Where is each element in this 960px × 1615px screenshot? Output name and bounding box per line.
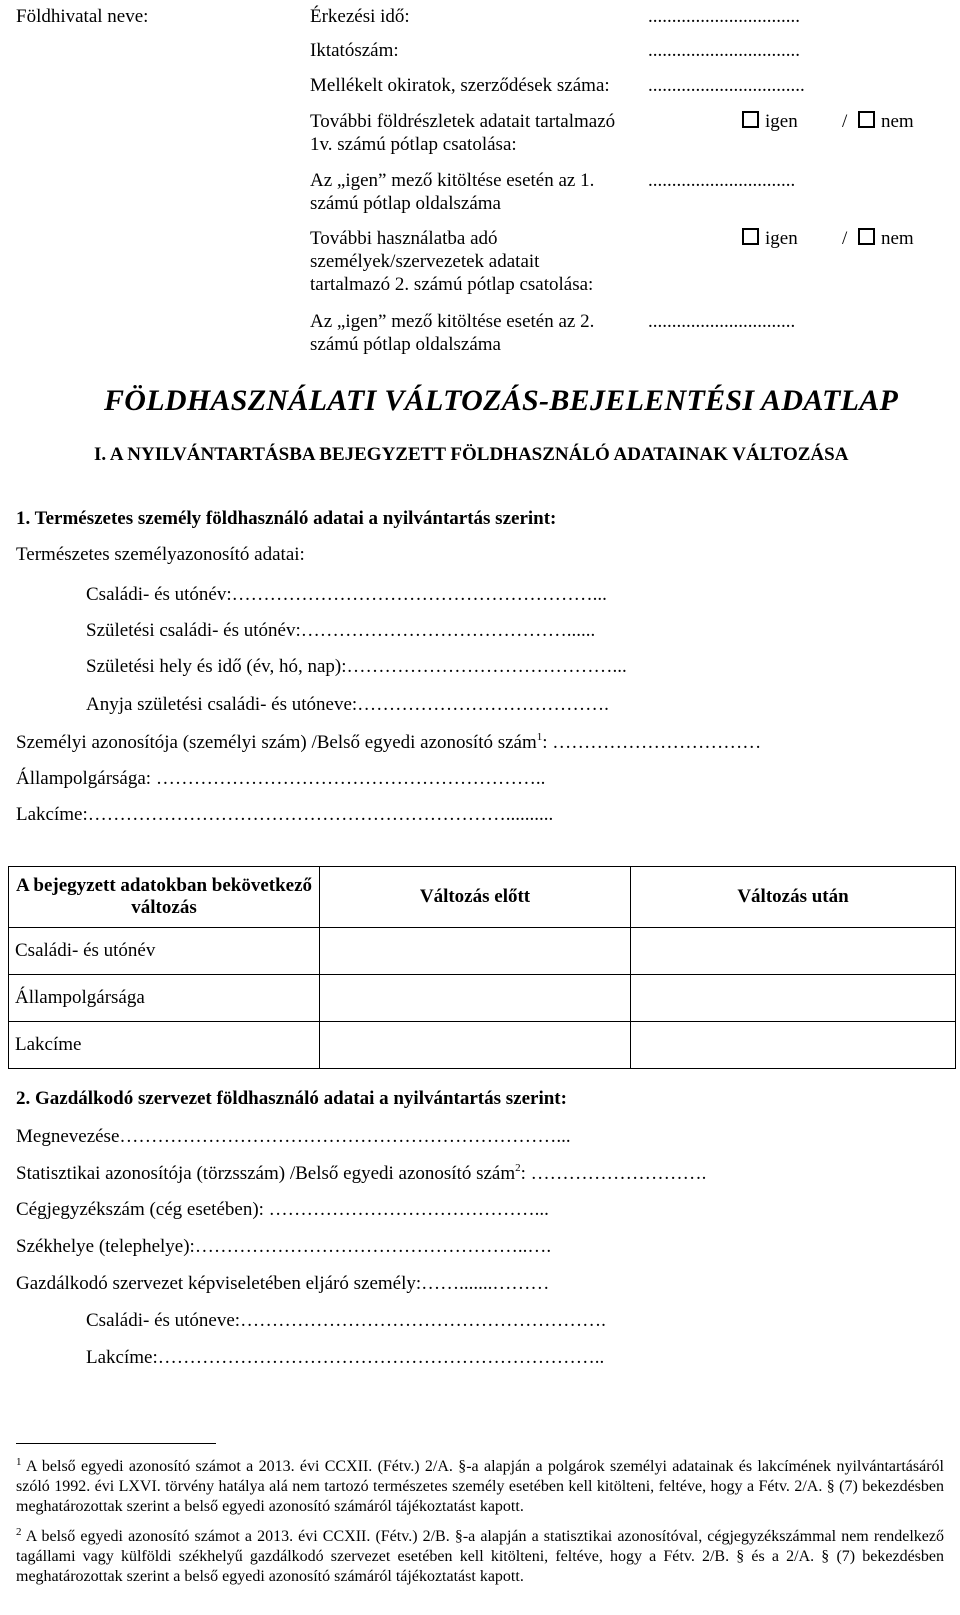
footnote-2-ref: 2	[515, 1162, 521, 1174]
org-name-field[interactable]: Megnevezése……………………………………………………………...	[16, 1126, 571, 1147]
stat-id-field[interactable]	[16, 1163, 706, 1185]
personal-id-label: Személyi azonosítója (személyi szám) /Belső egyedi azonosító szám	[16, 732, 537, 753]
change-table	[8, 866, 956, 1069]
supplement2-yes-option[interactable]	[742, 228, 798, 250]
stat-id-label: Statisztikai azonosítója (törzsszám) /Belső egyedi azonosító szám	[16, 1163, 516, 1184]
name-field[interactable]: Családi- és utónév:…………………………………………………...	[86, 584, 607, 605]
organization-heading: 2. Gazdálkodó szervezet földhasználó adatai a nyilvántartás szerint:	[16, 1088, 567, 1109]
footnote-1-ref: 1	[536, 731, 543, 743]
citizenship-field[interactable]: Állampolgársága: ……………………………………………………..	[16, 768, 546, 789]
table-row-label: Állampolgársága	[9, 975, 320, 1022]
footnote-1-number: 1	[16, 1456, 22, 1468]
mother-name-field[interactable]: Anyja születési családi- és utóneve:………………………………….	[86, 694, 609, 715]
rep-name-field[interactable]: Családi- és utóneve:………………………………………………….	[86, 1310, 606, 1331]
footnote-2-text: A belső egyedi azonosító számot a 2013. évi CCXII. (Fétv.) 2/B. §-a alapján a statisztikai azonosítóval, cégjegyzékszámmal nem rendelkező tagállami vagy külföldi székhelyű gazdálkodó szervezet esetében kell kitölteni, feltéve, hogy a Fétv. 2/B. § és a 2/A. § (7) bekezdésben meghatározottak szerint a belső egyedi azonosító számáról tájékoztatást kapott.	[16, 1528, 945, 1585]
table-cell-after[interactable]	[631, 975, 956, 1022]
table-header-change: A bejegyzett adatokban bekövetkező változás	[9, 867, 320, 928]
table-cell-before[interactable]	[320, 975, 631, 1022]
supplement2-page-label-line1: Az „igen” mező kitöltése esetén az 2.	[310, 311, 595, 332]
table-row	[9, 928, 956, 975]
supplement1-no-option[interactable]	[858, 111, 914, 133]
table-cell-before[interactable]	[320, 928, 631, 975]
filing-number-label: Iktatószám:	[310, 40, 399, 61]
table-row-label: Családi- és utónév	[9, 928, 320, 975]
table-header-after: Változás után	[631, 867, 956, 928]
supplement2-page-field[interactable]: ...............................	[648, 311, 796, 332]
table-row	[9, 1022, 956, 1069]
supplement1-page-label-line1: Az „igen” mező kitöltése esetén az 1.	[310, 170, 595, 191]
filing-number-field[interactable]: ................................	[648, 40, 800, 61]
supplement1-label-line2: 1v. számú pótlap csatolása:	[310, 134, 517, 155]
checkbox-icon[interactable]	[858, 228, 875, 245]
natural-person-heading: 1. Természetes személy földhasználó adatai a nyilvántartás szerint:	[16, 508, 557, 529]
identity-data-label: Természetes személyazonosító adatai:	[16, 544, 305, 565]
supplement2-label-line3: tartalmazó 2. számú pótlap csatolása:	[310, 274, 594, 295]
birth-name-field[interactable]: Születési családi- és utónév:……………………………………......	[86, 620, 596, 641]
table-cell-after[interactable]	[631, 928, 956, 975]
arrival-field[interactable]: ................................	[648, 6, 800, 27]
supplement1-yes-label: igen	[765, 111, 798, 132]
representative-field[interactable]: Gazdálkodó szervezet képviseletében eljáró személy:…….......………	[16, 1273, 550, 1294]
footnote-divider	[16, 1443, 216, 1444]
supplement2-label-line2: személyek/szervezetek adatait	[310, 251, 540, 272]
table-cell-before[interactable]	[320, 1022, 631, 1069]
checkbox-icon[interactable]	[742, 111, 759, 128]
supplement1-no-label: nem	[881, 111, 914, 132]
supplement2-label-line1: További használatba adó	[310, 228, 498, 249]
footnote-2-number: 2	[16, 1526, 22, 1538]
supplement1-yes-option[interactable]	[742, 111, 798, 133]
supplement1-page-label-line2: számú pótlap oldalszáma	[310, 193, 501, 214]
table-header-row	[9, 867, 956, 928]
supplement2-yes-label: igen	[765, 228, 798, 249]
supplement2-separator: /	[842, 228, 848, 249]
checkbox-icon[interactable]	[858, 111, 875, 128]
supplement1-page-field[interactable]: ...............................	[648, 170, 796, 191]
table-row	[9, 975, 956, 1022]
footnote-1-text: A belső egyedi azonosító számot a 2013. évi CCXII. (Fétv.) 2/A. §-a alapján a polgárok személyi adatainak és lakcímének nyilvántartásáról szóló 1992. évi LXVI. törvény hatálya alá nem tartozó természetes személy esetében kell kitölteni, feltéve, hogy a Fétv. 2/A. § (7) bekezdésben meghatározottak szerint a belső egyedi azonosító számáról tájékoztatást kapott.	[16, 1458, 944, 1515]
supplement1-label-line1: További földrészletek adatait tartalmazó	[310, 111, 616, 132]
birth-place-date-field[interactable]: Születési hely és idő (év, hó, nap):……………………………………...	[86, 656, 627, 677]
address-field[interactable]: Lakcíme:…………………………………………………………..........	[16, 804, 554, 825]
table-cell-after[interactable]	[631, 1022, 956, 1069]
section-heading: I. A NYILVÁNTARTÁSBA BEJEGYZETT FÖLDHASZNÁLÓ ADATAINAK VÁLTOZÁSA	[94, 444, 849, 465]
rep-address-field[interactable]: Lakcíme:……………………………………………………………..	[86, 1347, 605, 1368]
office-name-label: Földhivatal neve:	[16, 6, 149, 27]
stat-id-dots: : ……………………….	[520, 1163, 707, 1184]
footnote-1	[16, 1457, 944, 1517]
attachments-label: Mellékelt okiratok, szerződések száma:	[310, 75, 610, 96]
arrival-label: Érkezési idő:	[310, 6, 410, 27]
table-row-label: Lakcíme	[9, 1022, 320, 1069]
supplement2-page-label-line2: számú pótlap oldalszáma	[310, 334, 501, 355]
checkbox-icon[interactable]	[742, 228, 759, 245]
attachments-field[interactable]: .................................	[648, 75, 805, 96]
form-title: FÖLDHASZNÁLATI VÁLTOZÁS-BEJELENTÉSI ADATLAP	[104, 384, 899, 417]
supplement2-no-option[interactable]	[858, 228, 914, 250]
supplement1-separator: /	[842, 111, 848, 132]
personal-id-field[interactable]	[16, 732, 761, 754]
personal-id-dots: : ……………………………	[542, 732, 762, 753]
table-header-before: Változás előtt	[320, 867, 631, 928]
company-reg-field[interactable]: Cégjegyzékszám (cég esetében): ……………………………………...	[16, 1199, 549, 1220]
supplement2-no-label: nem	[881, 228, 914, 249]
footnote-2	[16, 1527, 944, 1587]
seat-field[interactable]: Székhelye (telephelye):……………………………………………..….	[16, 1236, 552, 1257]
